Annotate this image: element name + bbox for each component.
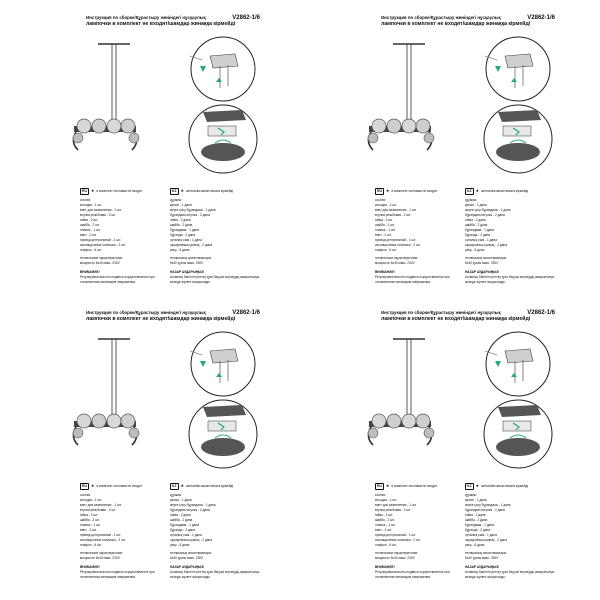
- mounting-plate-detail: [190, 37, 255, 101]
- kz-list-item: жерге қосу бұрандасы - 1 дана: [465, 208, 511, 213]
- ru-warning-title: ВНИМАНИЕ!: [375, 269, 395, 274]
- kz-warning-text: Аспаның биіктігін реттеу қуат берушi кернеудің ажыратылуы кезінде жүзеге асырылады.: [465, 274, 555, 284]
- ru-warning-text: Регулировка высоты подвеса осуществляется при отключенном питающем напряжении.: [375, 274, 450, 284]
- ru-not-included-note: в комплект поставки не входят: [391, 189, 438, 193]
- kz-warning-title: НАЗАР АУДАРЫҢЫЗ!: [465, 564, 500, 569]
- ru-flag-badge: RU: [375, 483, 384, 490]
- kz-list-item: орталық сым - 1 дана: [170, 532, 202, 537]
- kz-list-item: бұрандама - 1 дана: [170, 522, 199, 527]
- ru-list-item: изоляционные колпачки - 2 шт.: [80, 242, 126, 247]
- kz-section: [465, 483, 560, 580]
- star-icon: ★: [475, 188, 480, 193]
- ru-list-item: гайка - 2 шт.: [80, 513, 98, 518]
- kz-list-item: реңк - 6 дана: [465, 542, 485, 547]
- ru-list-item: гайка - 2 шт.: [80, 218, 98, 223]
- ru-flag-badge: RU: [80, 483, 89, 490]
- ru-flag-badge: RU: [375, 188, 384, 195]
- ru-not-included-note: в комплект поставки не входят: [96, 484, 143, 488]
- kz-list-item: қалып - 1 дана: [170, 498, 192, 503]
- canopy-detail: [484, 400, 552, 468]
- kz-spec-value: 6x40 қуаты макс. 230V: [465, 555, 499, 560]
- kz-list-item: оқшаулағыш қалпақ - 2 дана: [170, 537, 213, 542]
- canopy-detail: [484, 105, 552, 173]
- kz-section: [170, 483, 265, 580]
- ru-section: [80, 483, 165, 580]
- ceiling-rod-illustration: [393, 339, 425, 423]
- chandelier-illustration: [368, 119, 434, 150]
- ru-section: [80, 188, 165, 285]
- ru-list-item: плафон - 6 шт.: [80, 542, 102, 547]
- kz-list-item: шайба - 2 дана: [170, 518, 193, 523]
- canopy-detail: [189, 105, 257, 173]
- ru-section-title: состав:: [375, 493, 386, 498]
- ru-list-item: провод центральный - 1 шт.: [375, 237, 417, 242]
- mounting-plate-detail: [485, 37, 550, 101]
- kz-list-item: бұрандама - 1 дана: [170, 227, 199, 232]
- ru-list-item: провод центральный - 1 шт.: [80, 237, 122, 242]
- ru-spec-title: технические характеристики:: [375, 550, 419, 555]
- kz-spec-title: техникалық сипаттамалары:: [465, 255, 507, 260]
- model-number: V2862-1/6: [527, 310, 555, 316]
- kz-list-item: реңк - 6 дана: [465, 247, 485, 252]
- ru-spec-value: мощность 6x40 макс. 230V: [375, 555, 415, 560]
- kz-list-item: жерге қосу бұрандасы - 1 дана: [170, 503, 216, 508]
- model-number: V2862-1/6: [527, 15, 555, 21]
- kz-list-item: шайба - 2 дана: [465, 518, 488, 523]
- kz-warning-title: НАЗАР АУДАРЫҢЫЗ!: [170, 564, 205, 569]
- ru-spec-value: мощность 6x40 макс. 230V: [80, 260, 120, 265]
- kz-spec-title: техникалық сипаттамалары:: [170, 550, 212, 555]
- ru-list-item: колодка - 1 шт.: [375, 203, 397, 208]
- kz-flag-badge: KZ: [170, 483, 179, 490]
- ru-spec-value: мощность 6x40 макс. 230V: [80, 555, 120, 560]
- star-icon: ★: [385, 483, 390, 488]
- ru-list-item: изоляционные колпачки - 2 шт.: [375, 537, 421, 542]
- kz-list-item: гайка - 2 дана: [170, 513, 191, 518]
- ceiling-rod-illustration: [98, 339, 130, 423]
- ru-warning-text: Регулировка высоты подвеса осуществляется при отключенном питающем напряжении.: [80, 569, 155, 579]
- ru-list-item: винт - 2 шт.: [375, 527, 392, 532]
- kz-section-title: құрамы:: [465, 493, 477, 498]
- kz-warning-title: НАЗАР АУДАРЫҢЫЗ!: [170, 269, 205, 274]
- ru-list-item: провод центральный - 1 шт.: [375, 532, 417, 537]
- kz-list-item: қалып - 1 дана: [170, 203, 192, 208]
- ru-warning-title: ВНИМАНИЕ!: [80, 564, 100, 569]
- kz-flag-badge: KZ: [170, 188, 179, 195]
- ru-list-item: провод центральный - 1 шт.: [80, 532, 122, 537]
- kz-list-item: орталық сым - 1 дана: [170, 237, 202, 242]
- kz-list-item: реңк - 6 дана: [170, 542, 190, 547]
- kz-not-included-note: жеткізілім жиынтығына кірмейді: [186, 189, 234, 193]
- ru-list-item: изоляционные колпачки - 2 шт.: [80, 537, 126, 542]
- ru-list-item: плафон - 6 шт.: [375, 542, 397, 547]
- canopy-detail: [189, 400, 257, 468]
- ru-list-item: гайка - 2 шт.: [375, 513, 393, 518]
- ru-spec-title: технические характеристики:: [80, 255, 124, 260]
- kz-section: [170, 188, 265, 285]
- kz-section-title: құрамы:: [170, 198, 182, 203]
- kz-list-item: оқшаулағыш қалпақ - 2 дана: [170, 242, 213, 247]
- ru-list-item: планка - 1 шт.: [80, 522, 101, 527]
- kz-list-item: реңк - 6 дана: [170, 247, 190, 252]
- ru-list-item: плафон - 6 шт.: [80, 247, 102, 252]
- instruction-sheet: [305, 10, 590, 295]
- star-icon: ★: [475, 483, 480, 488]
- ru-list-item: колодка - 1 шт.: [80, 498, 102, 503]
- kz-list-item: бұранда - 2 дана: [170, 232, 196, 237]
- ru-list-item: втулка резьбовая - 2 шт.: [80, 213, 117, 218]
- instruction-title: Инструкция по сборке/Құрастыру жөніндегі нұсқаулық: [381, 310, 501, 315]
- kz-spec-title: техникалық сипаттамалары:: [170, 255, 212, 260]
- kz-list-item: бұрандама - 1 дана: [465, 227, 494, 232]
- ru-section-title: состав:: [80, 493, 91, 498]
- kz-list-item: бұранда - 2 дана: [465, 527, 491, 532]
- kz-section-title: құрамы:: [465, 198, 477, 203]
- mounting-plate-detail: [190, 332, 255, 396]
- ru-warning-title: ВНИМАНИЕ!: [375, 564, 395, 569]
- bulbs-note: лампочки в комплект не входят/шамдар жинаққа кірмейді: [381, 20, 531, 27]
- kz-list-item: гайка - 2 дана: [465, 513, 486, 518]
- chandelier-illustration: [73, 414, 139, 445]
- kz-list-item: қалып - 1 дана: [465, 203, 487, 208]
- kz-list-item: гайка - 2 дана: [170, 218, 191, 223]
- kz-list-item: гайка - 2 дана: [465, 218, 486, 223]
- ru-list-item: колодка - 1 шт.: [375, 498, 397, 503]
- kz-list-item: бұрандалы втулка - 2 дана: [465, 213, 505, 218]
- kz-not-included-note: жеткізілім жиынтығына кірмейді: [481, 189, 529, 193]
- chandelier-illustration: [368, 414, 434, 445]
- kz-list-item: шайба - 2 дана: [465, 223, 488, 228]
- ru-list-item: плафон - 6 шт.: [375, 247, 397, 252]
- instruction-sheet: [10, 10, 295, 295]
- kz-flag-badge: KZ: [465, 188, 474, 195]
- ru-list-item: шайба - 2 шт.: [375, 223, 395, 228]
- bulbs-note: лампочки в комплект не входят/шамдар жинаққа кірмейді: [381, 315, 531, 322]
- instruction-title: Инструкция по сборке/Құрастыру жөніндегі нұсқаулық: [381, 15, 501, 20]
- ru-list-item: втулка резьбовая - 2 шт.: [375, 213, 412, 218]
- kz-list-item: қалып - 1 дана: [465, 498, 487, 503]
- kz-list-item: оқшаулағыш қалпақ - 2 дана: [465, 242, 508, 247]
- kz-warning-text: Аспаның биіктігін реттеу қуат берушi кернеудің ажыратылуы кезінде жүзеге асырылады.: [465, 569, 555, 579]
- ru-list-item: винт - 2 шт.: [80, 527, 97, 532]
- ru-list-item: шайба - 2 шт.: [80, 518, 100, 523]
- kz-section-title: құрамы:: [170, 493, 182, 498]
- star-icon: ★: [180, 483, 185, 488]
- ru-spec-title: технические характеристики:: [80, 550, 124, 555]
- star-icon: ★: [180, 188, 185, 193]
- ru-list-item: винт - 2 шт.: [80, 232, 97, 237]
- star-icon: ★: [90, 483, 95, 488]
- ru-list-item: колодка - 1 шт.: [80, 203, 102, 208]
- kz-list-item: бұранда - 2 дана: [170, 527, 196, 532]
- ru-list-item: планка - 1 шт.: [80, 227, 101, 232]
- model-number: V2862-1/6: [232, 15, 260, 21]
- kz-list-item: бұрандалы втулка - 2 дана: [170, 508, 210, 513]
- kz-list-item: бұранда - 2 дана: [465, 232, 491, 237]
- ru-not-included-note: в комплект поставки не входят: [96, 189, 143, 193]
- chandelier-illustration: [73, 119, 139, 150]
- instruction-sheet: [305, 305, 590, 590]
- kz-list-item: бұрандалы втулка - 2 дана: [170, 213, 210, 218]
- kz-list-item: бұрандалы втулка - 2 дана: [465, 508, 505, 513]
- kz-section: [465, 188, 560, 285]
- ru-warning-title: ВНИМАНИЕ!: [80, 269, 100, 274]
- kz-spec-value: 6x40 қуаты макс. 230V: [170, 260, 204, 265]
- ru-flag-badge: RU: [80, 188, 89, 195]
- kz-list-item: жерге қосу бұрандасы - 1 дана: [465, 503, 511, 508]
- instruction-title: Инструкция по сборке/Құрастыру жөніндегі нұсқаулық: [86, 15, 206, 20]
- ceiling-rod-illustration: [98, 44, 130, 128]
- kz-spec-title: техникалық сипаттамалары:: [465, 550, 507, 555]
- ru-section: [375, 188, 460, 285]
- ru-list-item: винт для заземления - 1 шт.: [375, 503, 417, 508]
- kz-spec-value: 6x40 қуаты макс. 230V: [170, 555, 204, 560]
- bulbs-note: лампочки в комплект не входят/шамдар жинаққа кірмейді: [86, 315, 236, 322]
- ru-list-item: винт для заземления - 1 шт.: [80, 208, 122, 213]
- ru-spec-value: мощность 6x40 макс. 230V: [375, 260, 415, 265]
- mounting-plate-detail: [485, 332, 550, 396]
- ru-warning-text: Регулировка высоты подвеса осуществляется при отключенном питающем напряжении.: [80, 274, 155, 284]
- kz-warning-text: Аспаның биіктігін реттеу қуат берушi кернеудің ажыратылуы кезінде жүзеге асырылады.: [170, 569, 260, 579]
- ru-list-item: шайба - 2 шт.: [80, 223, 100, 228]
- kz-spec-value: 6x40 қуаты макс. 230V: [465, 260, 499, 265]
- star-icon: ★: [385, 188, 390, 193]
- kz-list-item: бұрандама - 1 дана: [465, 522, 494, 527]
- kz-not-included-note: жеткізілім жиынтығына кірмейді: [481, 484, 529, 488]
- kz-list-item: орталық сым - 1 дана: [465, 532, 497, 537]
- ru-warning-text: Регулировка высоты подвеса осуществляется при отключенном питающем напряжении.: [375, 569, 450, 579]
- ru-list-item: винт для заземления - 1 шт.: [80, 503, 122, 508]
- instruction-title: Инструкция по сборке/Құрастыру жөніндегі нұсқаулық: [86, 310, 206, 315]
- ru-not-included-note: в комплект поставки не входят: [391, 484, 438, 488]
- ru-list-item: гайка - 2 шт.: [375, 218, 393, 223]
- kz-warning-text: Аспаның биіктігін реттеу қуат берушi кернеудің ажыратылуы кезінде жүзеге асырылады.: [170, 274, 260, 284]
- instruction-sheet: [10, 305, 295, 590]
- ru-list-item: втулка резьбовая - 2 шт.: [80, 508, 117, 513]
- ru-list-item: планка - 1 шт.: [375, 522, 396, 527]
- bulbs-note: лампочки в комплект не входят/шамдар жинаққа кірмейді: [86, 20, 236, 27]
- kz-not-included-note: жеткізілім жиынтығына кірмейді: [186, 484, 234, 488]
- ru-list-item: втулка резьбовая - 2 шт.: [375, 508, 412, 513]
- ceiling-rod-illustration: [393, 44, 425, 128]
- kz-flag-badge: KZ: [465, 483, 474, 490]
- ru-list-item: винт для заземления - 1 шт.: [375, 208, 417, 213]
- ru-section-title: состав:: [80, 198, 91, 203]
- kz-warning-title: НАЗАР АУДАРЫҢЫЗ!: [465, 269, 500, 274]
- ru-list-item: шайба - 2 шт.: [375, 518, 395, 523]
- ru-section-title: состав:: [375, 198, 386, 203]
- ru-section: [375, 483, 460, 580]
- ru-list-item: планка - 1 шт.: [375, 227, 396, 232]
- kz-list-item: оқшаулағыш қалпақ - 2 дана: [465, 537, 508, 542]
- model-number: V2862-1/6: [232, 310, 260, 316]
- kz-list-item: жерге қосу бұрандасы - 1 дана: [170, 208, 216, 213]
- ru-list-item: изоляционные колпачки - 2 шт.: [375, 242, 421, 247]
- kz-list-item: шайба - 2 дана: [170, 223, 193, 228]
- ru-spec-title: технические характеристики:: [375, 255, 419, 260]
- star-icon: ★: [90, 188, 95, 193]
- ru-list-item: винт - 2 шт.: [375, 232, 392, 237]
- kz-list-item: орталық сым - 1 дана: [465, 237, 497, 242]
